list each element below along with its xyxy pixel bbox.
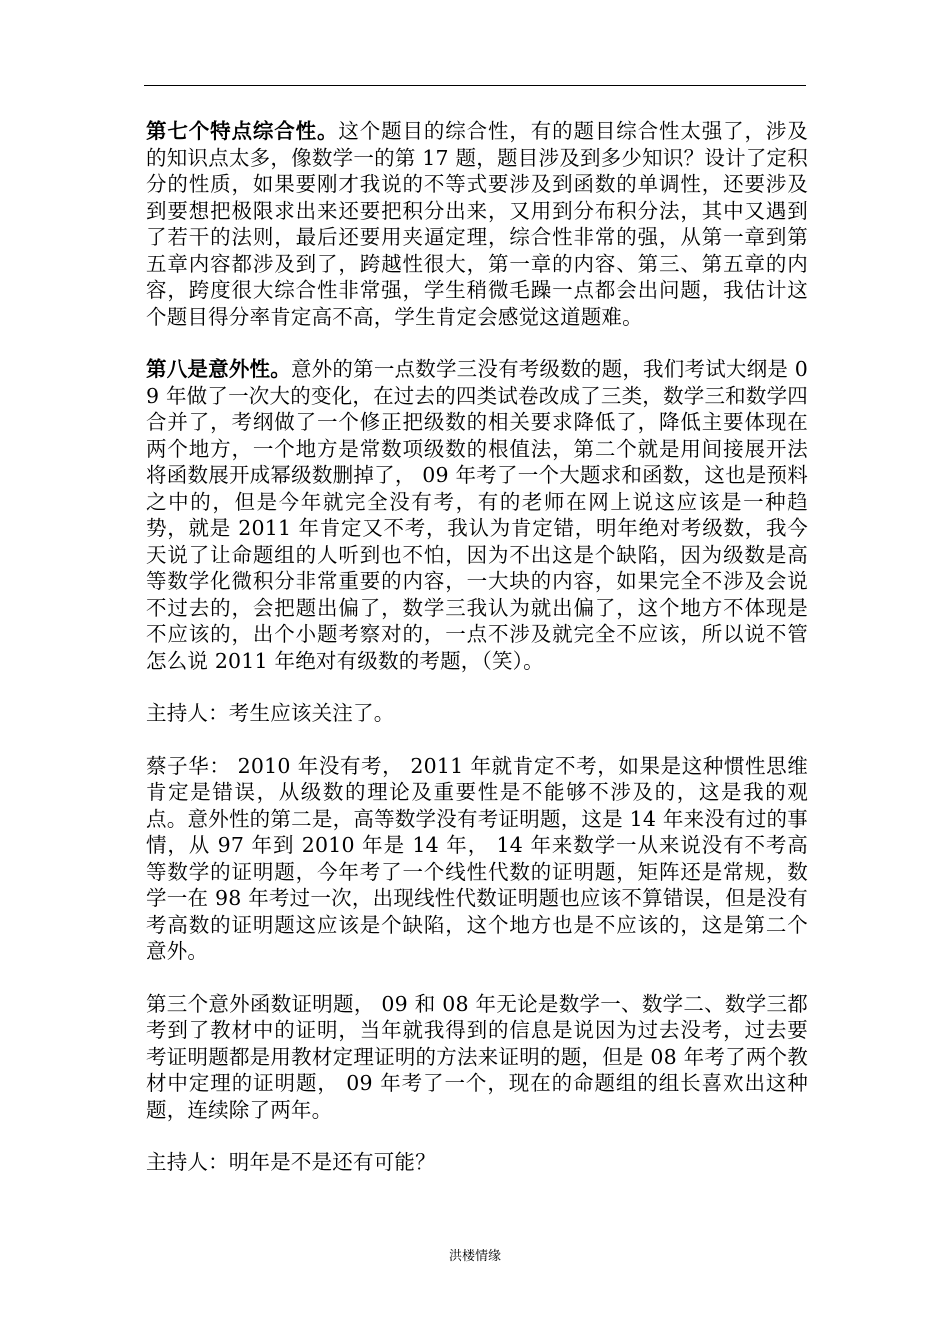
paragraph-text: 主持人：考生应该关注了。 — [146, 701, 395, 725]
paragraph — [146, 1149, 808, 1176]
paragraph-text: 这个题目的综合性，有的题目综合性太强了，涉及的知识点太多，像数学一的第 17 题，题目涉及到多少知识？设计了定积分的性质，如果要刚才我说的不等式要涉及到函数的单调性，还要涉及到要想把极限求出来还要把积分出来，又用到分布积分法，其中又遇到了若干的法则，最后还要用夹逼定理，综合性非常的强，从第一章到第五章内容都涉及到了，跨越性很大，第一章的内容、第三、第五章的内容，跨度很大综合性非常强，学生稍微毛躁一点都会出问题，我估计这个题目得分率肯定高不高，学生肯定会感觉这道题难。 — [146, 119, 808, 329]
page-footer: 洪楼情缘 — [448, 1249, 501, 1264]
paragraph-lead: 第七个特点综合性。 — [146, 119, 339, 143]
paragraph — [146, 356, 808, 674]
header-rule — [144, 85, 806, 86]
paragraph — [146, 700, 808, 727]
paragraph-text: 主持人：明年是不是还有可能？ — [146, 1150, 436, 1174]
paragraph — [146, 753, 808, 965]
paragraph — [146, 991, 808, 1124]
paragraph — [146, 118, 808, 330]
document-body — [146, 118, 808, 1202]
paragraph-text: 意外的第一点数学三没有考级数的题，我们考试大纲是 09 年做了一次大的变化，在过去的四类试卷改成了三类，数学三和数学四合并了，考纲做了一个修正把级数的相关要求降低了，降低主要体现在两个地方，一个地方是常数项级数的根值法，第二个就是用间接展开法将函数展开成幂级数删掉了， 09 年考了一个大题求和函数，这也是预料之中的，但是今年就完全没有考，有的老师在网上说这应该是一种趋势，就是 2011 年肯定又不考，我认为肯定错，明年绝对考级数，我今天说了让命题组的人听到也不怕，因为不出这是个缺陷，因为级数是高等数学化微积分非常重要的内容，一大块的内容，如果完全不涉及会说不过去的，会把题出偏了，数学三我认为就出偏了，这个地方不体现是不应该的，出个小题考察对的，一点不涉及就完全不应该，所以说不管怎么说 2011 年绝对有级数的考题，（笑）。 — [146, 357, 808, 673]
paragraph-text: 蔡子华： 2010 年没有考， 2011 年就肯定不考，如果是这种惯性思维肯定是错误，从级数的理论及重要性是不能够不涉及的，这是我的观点。意外性的第二是，高等数学没有考证明题，这是 14 年来没有过的事情，从 97 年到 2010 年是 14 年， 14 年来数学一从来说没有不考高等数学的证明题，今年考了一个线性代数的证明题，矩阵还是常规，数学一在 98 年考过一次，出现线性代数证明题也应该不算错误，但是没有考高数的证明题这应该是个缺陷，这个地方也是不应该的，这是第二个意外。 — [146, 753, 808, 963]
paragraph-text: 第三个意外函数证明题， 09 和 08 年无论是数学一、数学二、数学三都考到了教材中的证明，当年就我得到的信息是说因为过去没考，过去要考证明题都是用教材定理证明的方法来证明的题，但是 08 年考了两个教材中定理的证明题， 09 年考了一个，现在的命题组的组长喜欢出这种题，连续除了两年。 — [146, 991, 808, 1122]
paragraph-lead: 第八是意外性。 — [146, 357, 291, 381]
